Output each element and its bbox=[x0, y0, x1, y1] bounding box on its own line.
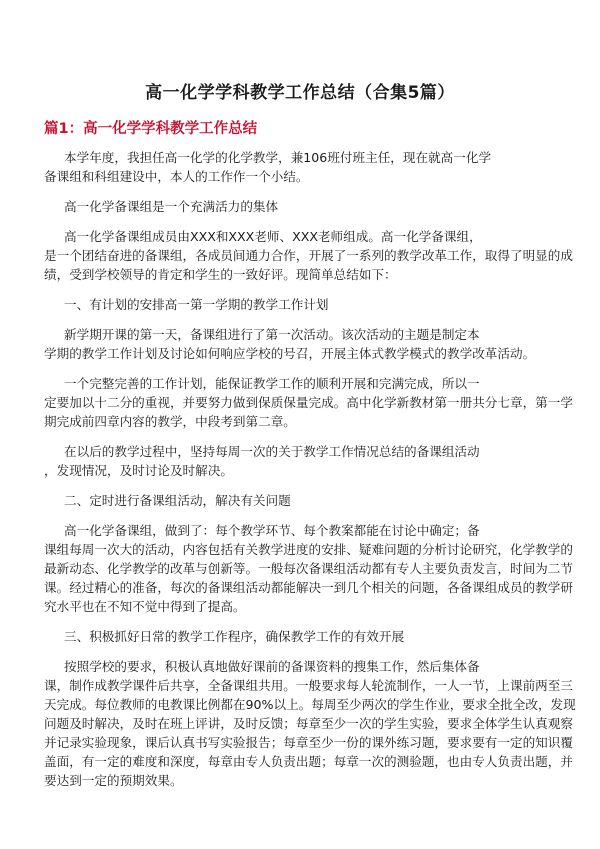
paragraph-line: 最新动态、化学教学的改革与创新等。一般每次备课组活动都有专人主要负责发言，时间为二节 bbox=[44, 561, 573, 576]
paragraph-line: 绩，受到学校领导的肯定和学生的一致好评。现简单总结如下： bbox=[44, 267, 397, 282]
subheading: 高一化学备课组是一个充满活力的集体 bbox=[64, 199, 279, 214]
paragraph-line: 盖面，有一定的难度和深度，每章由专人负责出题；每章一次的测验题，也由专人负责出题，并 bbox=[44, 754, 573, 769]
paragraph-line: 新学期开课的第一天，备课组进行了第一次活动。该次活动的主题是制定本 bbox=[64, 327, 480, 342]
section-heading: 篇1：高一化学学科教学工作总结 bbox=[44, 121, 258, 137]
paragraph-line: 学期的教学工作计划及讨论如何响应学校的号召，开展主体式教学模式的教学改革活动。 bbox=[44, 346, 536, 361]
paragraph-line: 高一化学备课组成员由XXX和XXX老师、XXX老师组成。高一化学备课组， bbox=[64, 229, 482, 244]
document-title: 高一化学学科教学工作总结（合集5篇） bbox=[145, 83, 455, 103]
paragraph-line: ，发现情况，及时讨论及时解决。 bbox=[44, 463, 233, 478]
paragraph-line: 本学年度，我担任高一化学的化学教学，兼106班付班主任，现在就高一化学 bbox=[64, 150, 492, 165]
paragraph-line: 问题及时解决，及时在班上评讲，及时反馈；每章至少一次的学生实验，要求全体学生认真观察 bbox=[44, 716, 573, 731]
paragraph-line: 一个完整完善的工作计划，能保证教学工作的顺利开展和完满完成，所以一 bbox=[64, 376, 480, 391]
paragraph-line: 高一化学备课组，做到了：每个教学环节、每个教案都能在讨论中确定；备 bbox=[64, 523, 480, 538]
paragraph-line: 是一个团结奋进的备课组，各成员间通力合作，开展了一系列的教学改革工作，取得了明显的成 bbox=[44, 248, 573, 263]
paragraph-line: 期完成前四章内容的教学，中段考到第二章。 bbox=[44, 414, 296, 429]
subheading: 三、积极抓好日常的教学工作程序，确保教学工作的有效开展 bbox=[64, 629, 405, 644]
paragraph-line: 在以后的教学过程中，坚持每周一次的关于教学工作情况总结的备课组活动 bbox=[64, 444, 480, 459]
paragraph-line: 要达到一定的预期效果。 bbox=[44, 773, 183, 788]
paragraph-line: 究水平也在不知不觉中得到了提高。 bbox=[44, 599, 246, 614]
paragraph-line: 课，制作成教学课件后共享，全备课组共用。一般要求每人轮流制作，一人一节，上课前两至三 bbox=[44, 678, 573, 693]
subheading: 二、定时进行备课组活动，解决有关问题 bbox=[64, 493, 291, 508]
paragraph-line: 并记录实验现象，课后认真书写实验报告；每章至少一份的课外练习题，要求要有一定的知识覆 bbox=[44, 735, 573, 750]
paragraph-line: 课。经过精心的准备，每次的备课组活动都能解决一到几个相关的问题，各备课组成员的教学研 bbox=[44, 580, 573, 595]
paragraph-line: 备课组和科组建设中，本人的工作作一个小结。 bbox=[44, 169, 309, 184]
paragraph-line: 天完成。每位教师的电教课比例都在90%以上。每周至少两次的学生作业，要求全批全改，发现 bbox=[44, 697, 576, 712]
paragraph-line: 课组每周一次大的活动，内容包括有关教学进度的安排、疑难问题的分析讨论研究，化学教学的 bbox=[44, 542, 573, 557]
paragraph-line: 按照学校的要求，积极认真地做好课前的备课资料的搜集工作，然后集体备 bbox=[64, 659, 480, 674]
paragraph-line: 定要加以十二分的重视，并要努力做到保质保量完成。高中化学新教材第一册共分七章，第一学 bbox=[44, 395, 573, 410]
subheading: 一、有计划的安排高一第一学期的教学工作计划 bbox=[64, 297, 329, 312]
